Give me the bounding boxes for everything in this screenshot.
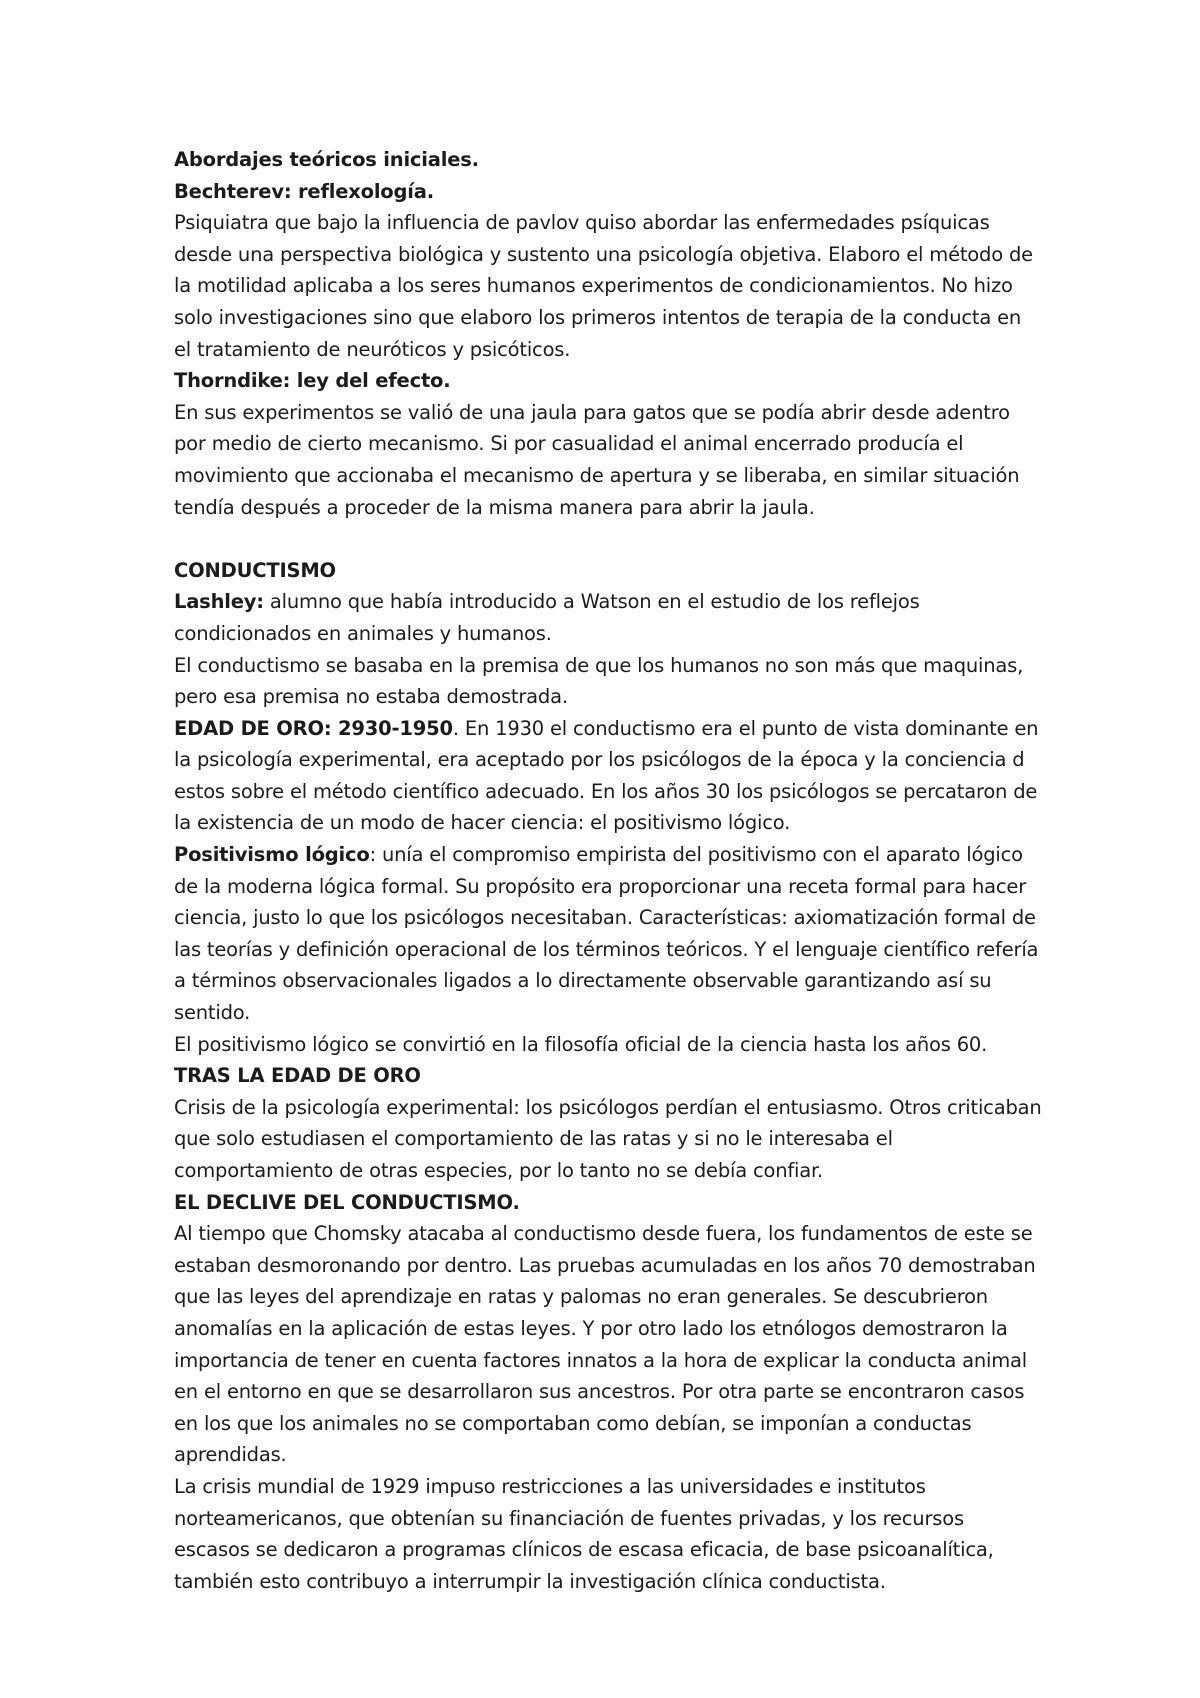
tras-edad-de-oro-heading: TRAS LA EDAD DE ORO [174, 1064, 421, 1088]
document-page [174, 144, 1044, 1597]
conductismo-heading: CONDUCTISMO [174, 558, 336, 582]
bechterev-heading: Bechterev: reflexología. [174, 179, 434, 203]
edad-de-oro-label: EDAD DE ORO: 2930-1950 [174, 716, 453, 740]
declive-heading: EL DECLIVE DEL CONDUCTISMO. [174, 1190, 520, 1214]
positivismo-label: Positivismo lógico [174, 843, 370, 867]
positivismo-text: : unía el compromiso empirista del positivismo con el aparato lógico de la moderna lógica formal. Su propósito era proporcionar una receta formal para hacer ciencia, justo lo que los psicólogos necesitaban. Características: axiomatización formal de las teorías y definición operacional de los términos teóricos. Y el lenguaje científico refería a términos observacionales ligados a lo directamente observable garantizando así su sentido. [174, 843, 1039, 1025]
bechterev-paragraph: Psiquiatra que bajo la influencia de pavlov quiso abordar las enfermedades psíquicas desde una perspectiva biológica y sustento una psicología objetiva. Elaboro el método de la motilidad aplicaba a los seres humanos experimentos de condicionamientos. No hizo solo investigaciones sino que elaboro los primeros intentos de terapia de la conducta en el tratamiento de neuróticos y psicóticos. [174, 211, 1033, 361]
document-title: Abordajes teóricos iniciales. [174, 148, 479, 171]
edad-de-oro-text: . En 1930 el conductismo era el punto de vista dominante en la psicología experimental, era aceptado por los psicólogos de la época y la conciencia d estos sobre el método científico adecuado. En los años 30 los psicólogos se percataron de la existencia de un modo de hacer ciencia: el positivismo lógico. [174, 716, 1039, 835]
premisa-paragraph: El conductismo se basaba en la premisa de que los humanos no son más que maquinas, pero esa premisa no estaba demostrada. [174, 653, 1024, 709]
tras-edad-de-oro-paragraph: Crisis de la psicología experimental: los psicólogos perdían el entusiasmo. Otros criticaban que solo estudiasen el comportamiento de las ratas y si no le interesaba el comportamiento de otras especies, por lo tanto no se debía confiar. [174, 1095, 1042, 1182]
thorndike-heading: Thorndike: ley del efecto. [174, 369, 451, 393]
edad-de-oro-paragraph [174, 713, 1044, 839]
lashley-paragraph [174, 586, 1044, 649]
positivismo-paragraph [174, 839, 1044, 1029]
blank-line [174, 523, 1044, 555]
positivismo-filosofia-paragraph: El positivismo lógico se convirtió en la filosofía oficial de la ciencia hasta los años 60. [174, 1032, 988, 1056]
declive-paragraph: Al tiempo que Chomsky atacaba al conductismo desde fuera, los fundamentos de este se estaban desmoronando por dentro. Las pruebas acumuladas en los años 70 demostraban que las leyes del aprendizaje en ratas y palomas no eran generales. Se descubrieron anomalías en la aplicación de estas leyes. Y por otro lado los etnólogos demostraron la importancia de tener en cuenta factores innatos a la hora de explicar la conducta animal en el entorno en que se desarrollaron sus ancestros. Por otra parte se encontraron casos en los que los animales no se comportaban como debían, se imponían a conductas aprendidas. [174, 1222, 1036, 1467]
lashley-text: alumno que había introducido a Watson en el estudio de los reflejos condicionados en animales y humanos. [174, 590, 920, 645]
lashley-label: Lashley: [174, 590, 264, 614]
crisis-1929-paragraph: La crisis mundial de 1929 impuso restricciones a las universidades e institutos norteamericanos, que obtenían su financiación de fuentes privadas, y los recursos escasos se dedicaron a programas clínicos de escasa eficacia, de base psicoanalítica, también esto contribuyo a interrumpir la investigación clínica conductista. [174, 1474, 994, 1593]
thorndike-paragraph: En sus experimentos se valió de una jaula para gatos que se podía abrir desde adentro por medio de cierto mecanismo. Si por casualidad el animal encerrado producía el movimiento que accionaba el mecanismo de apertura y se liberaba, en similar situación tendía después a proceder de la misma manera para abrir la jaula. [174, 400, 1020, 519]
